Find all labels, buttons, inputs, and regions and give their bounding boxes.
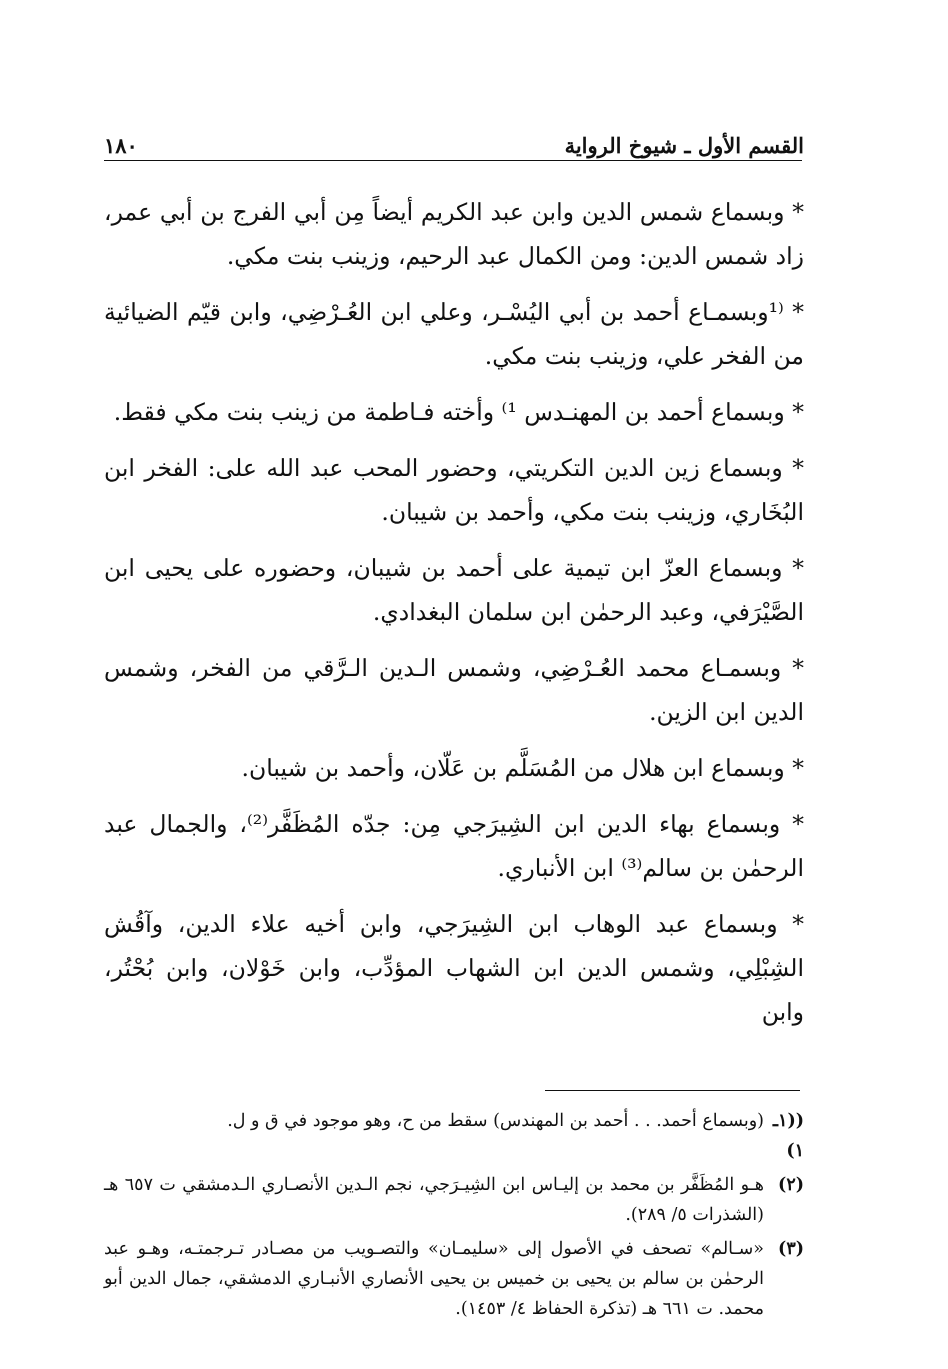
paragraph-3: * وبسماع أحمد بن المهنـدس ¹⁾ وأخته فـاطمة من زينب بنت مكي فقط. [113,398,804,426]
header-rule [104,160,802,161]
footnote-number: ((١ـ ١) [772,1111,804,1161]
footnote-3 [104,1234,804,1324]
footnote-number: (٢) [778,1175,804,1195]
footnote-text: (وبسماع أحمد. . . أحمد بن المهندس) سقط من ح، وهو موجود في ق و ل. [227,1111,764,1131]
footnote-rule [545,1090,800,1091]
main-text [104,190,804,1046]
paragraph-7: * وبسماع ابن هلال من المُسَلَّم بن عَلّان، وأحمد بن شيبان. [241,754,804,782]
paragraph-1: * وبسماع شمس الدين وابن عبد الكريم أيضاً مِن أبي الفرج بن أبي عمر، زاد شمس الدين: ومن الكمال عبد الرحيم، وزينب بنت مكي. [104,198,804,270]
footnote-text: هـو المُظَفَّر بن محمد بن إليـاس ابن الشِيـرَجي، نجم الـدين الأنصـاري الـدمشقي ت ٦٥٧ هـ (الشذرات ٥/ ٢٨٩). [104,1175,764,1225]
paragraph-6: * وبسمـاع محمد العُـرْضِي، وشمس الـدين الـرَّقي من الفخر، وشمس الدين ابن الزين. [104,654,804,726]
footnote-2 [104,1170,804,1230]
running-header [104,118,804,158]
footnotes [104,1106,804,1328]
paragraph-9: * وبسماع عبد الوهاب ابن الشِيرَجي، وابن أخيه علاء الدين، وآقُش الشِبْلِي، وشمس الدين ابن الشهاب المؤدِّب، وابن خَوْلان، وابن بُحْتُر، وابن [104,910,804,1026]
footnote-number: (٣) [778,1239,804,1259]
paragraph-8: * وبسماع بهاء الدين ابن الشِيرَجي مِن: جدّه المُظَفَّر⁽²⁾، والجمال عبد الرحمٰن بن سالم⁽³⁾ ابن الأنباري. [104,810,804,882]
footnote-1 [104,1106,804,1166]
paragraph-2: * ⁽¹وبسمـاع أحمد بن أبي اليُسْـر، وعلي ابن العُـرْضِي، وابن قيّم الضيائية من الفخر علي، وزينب بنت مكي. [104,298,804,370]
paragraph-5: * وبسماع العزّ ابن تيمية على أحمد بن شيبان، وحضوره على يحيى ابن الصَّيْرَفي، وعبد الرحمٰن ابن سلمان البغدادي. [104,554,804,626]
footnote-text: «سـالم» تصحف في الأصول إلى «سليمـان» والتصـويب من مصـادر تـرجمتـه، وهـو عبد الرحمٰن بن سالم بن يحيى بن خميس بن يحيى الأنصاري الأنبـاري الدمشقي، جمال الدين أبو محمد. ت ٦٦١ هـ (تذكرة الحفاظ ٤/ ١٤٥٣). [104,1239,764,1319]
header-title: القسم الأول ـ شيوخ الرواية [564,133,804,158]
paragraph-4: * وبسماع زين الدين التكريتي، وحضور المحب عبد الله على: الفخر ابن البُخَاري، وزينب بنت مكي، وأحمد بن شيبان. [104,454,804,526]
page-number: ١٨٠ [104,133,138,158]
